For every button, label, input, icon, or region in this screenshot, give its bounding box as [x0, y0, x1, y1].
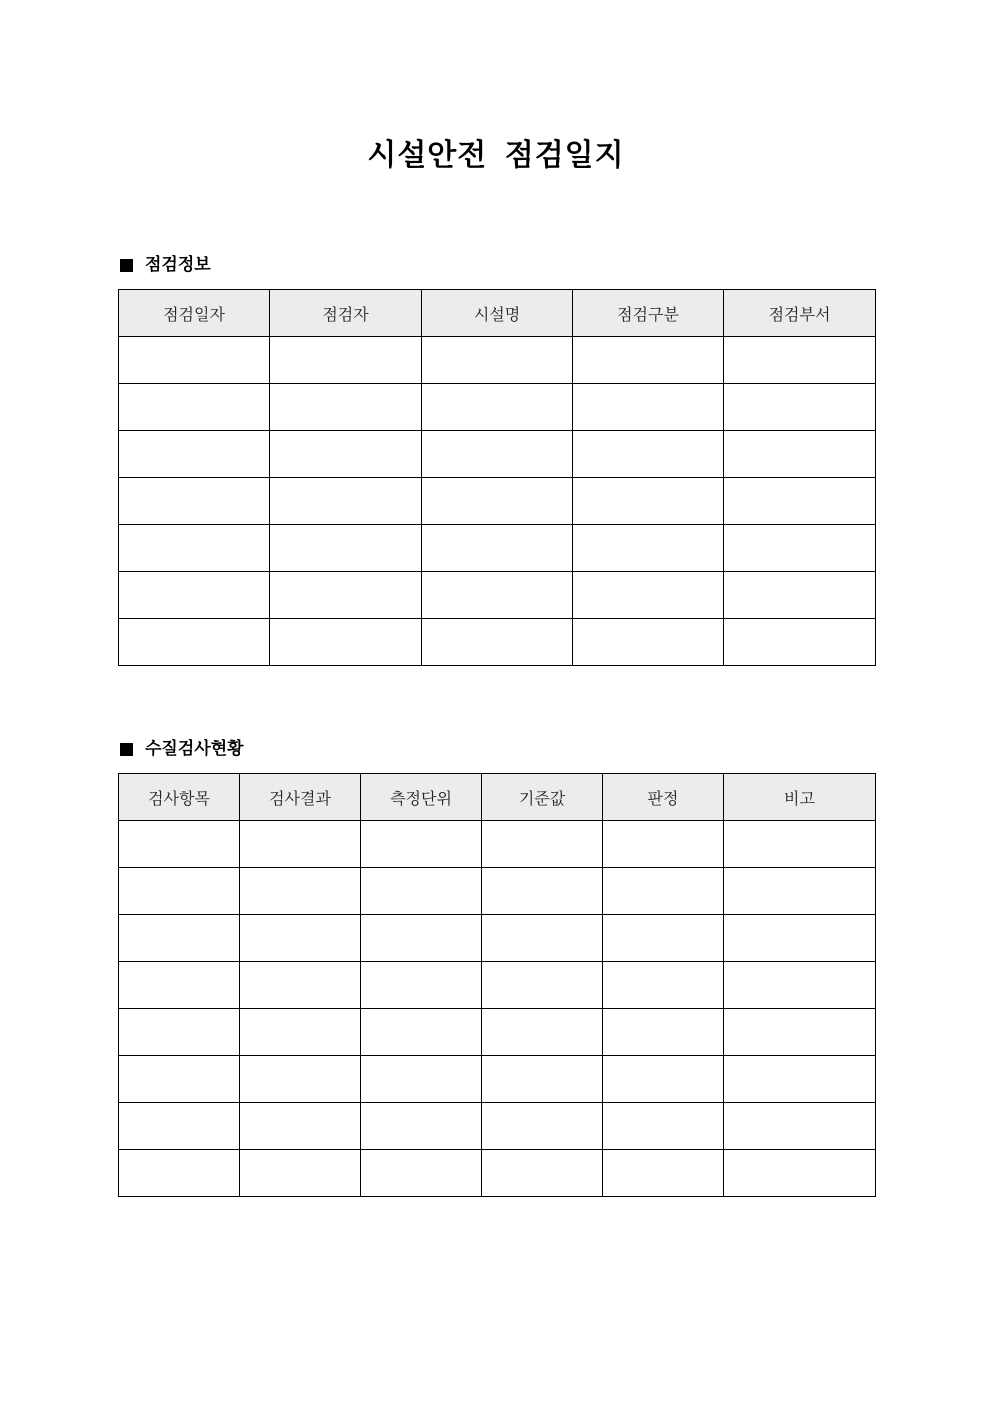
table-cell[interactable]	[724, 1103, 876, 1150]
table-header-row	[119, 290, 876, 337]
table-cell[interactable]	[240, 821, 361, 868]
table-cell[interactable]	[240, 1150, 361, 1197]
table-cell[interactable]	[119, 1150, 240, 1197]
table-cell[interactable]	[724, 619, 876, 666]
table-cell[interactable]	[270, 572, 422, 619]
table-row	[119, 1056, 876, 1103]
table-cell[interactable]	[361, 1150, 482, 1197]
table-cell[interactable]	[270, 431, 422, 478]
table-cell[interactable]	[482, 1103, 603, 1150]
table-cell[interactable]	[119, 868, 240, 915]
table-cell[interactable]	[724, 1150, 876, 1197]
table-cell[interactable]	[422, 572, 573, 619]
table-cell[interactable]	[119, 337, 270, 384]
table-cell[interactable]	[603, 1056, 724, 1103]
table-cell[interactable]	[603, 1150, 724, 1197]
table-cell[interactable]	[724, 1056, 876, 1103]
table-row	[119, 821, 876, 868]
table-cell[interactable]	[119, 619, 270, 666]
table-cell[interactable]	[573, 478, 724, 525]
table-cell[interactable]	[240, 1056, 361, 1103]
table-cell[interactable]	[240, 915, 361, 962]
square-bullet-icon	[120, 259, 133, 272]
table-row	[119, 478, 876, 525]
table-cell[interactable]	[603, 821, 724, 868]
table-cell[interactable]	[119, 525, 270, 572]
table-cell[interactable]	[422, 478, 573, 525]
table-row	[119, 1009, 876, 1056]
table-cell[interactable]	[724, 525, 876, 572]
column-header: 검사결과	[240, 774, 361, 821]
table-cell[interactable]	[724, 1009, 876, 1056]
table-cell[interactable]	[482, 868, 603, 915]
column-header: 점검일자	[119, 290, 270, 337]
table-cell[interactable]	[724, 478, 876, 525]
water-quality-table	[118, 773, 876, 1197]
table-cell[interactable]	[573, 572, 724, 619]
table-cell[interactable]	[573, 525, 724, 572]
column-header: 기준값	[482, 774, 603, 821]
column-header: 점검자	[270, 290, 422, 337]
table-cell[interactable]	[603, 915, 724, 962]
table-cell[interactable]	[482, 821, 603, 868]
table-cell[interactable]	[603, 1103, 724, 1150]
table-cell[interactable]	[270, 384, 422, 431]
column-header: 시설명	[422, 290, 573, 337]
table-cell[interactable]	[361, 1056, 482, 1103]
table-cell[interactable]	[240, 1103, 361, 1150]
column-header: 측정단위	[361, 774, 482, 821]
table-cell[interactable]	[724, 821, 876, 868]
table-cell[interactable]	[603, 868, 724, 915]
table-cell[interactable]	[573, 384, 724, 431]
table-cell[interactable]	[119, 821, 240, 868]
column-header: 비고	[724, 774, 876, 821]
column-header: 점검부서	[724, 290, 876, 337]
table-cell[interactable]	[482, 915, 603, 962]
table-row	[119, 915, 876, 962]
table-cell[interactable]	[119, 1103, 240, 1150]
table-cell[interactable]	[724, 384, 876, 431]
inspection-info-table	[118, 289, 876, 666]
table-cell[interactable]	[603, 1009, 724, 1056]
column-header: 점검구분	[573, 290, 724, 337]
table-cell[interactable]	[361, 915, 482, 962]
table-cell[interactable]	[573, 619, 724, 666]
table-cell[interactable]	[422, 431, 573, 478]
column-header: 판정	[603, 774, 724, 821]
table-row	[119, 868, 876, 915]
table-cell[interactable]	[270, 525, 422, 572]
table-cell[interactable]	[482, 1009, 603, 1056]
square-bullet-icon	[120, 743, 133, 756]
table-cell[interactable]	[361, 821, 482, 868]
table-cell[interactable]	[482, 1150, 603, 1197]
table-row	[119, 619, 876, 666]
table-cell[interactable]	[422, 337, 573, 384]
table-cell[interactable]	[119, 478, 270, 525]
table-cell[interactable]	[724, 868, 876, 915]
table-cell[interactable]	[361, 1103, 482, 1150]
table-cell[interactable]	[573, 337, 724, 384]
table-row	[119, 337, 876, 384]
section-heading-water-quality	[120, 737, 244, 761]
table-row	[119, 525, 876, 572]
table-cell[interactable]	[240, 962, 361, 1009]
section-heading-inspection-info	[120, 253, 211, 277]
table-row	[119, 1150, 876, 1197]
table-cell[interactable]	[240, 868, 361, 915]
table-cell[interactable]	[119, 384, 270, 431]
table-cell[interactable]	[724, 915, 876, 962]
table-cell[interactable]	[119, 431, 270, 478]
table-cell[interactable]	[573, 431, 724, 478]
table-cell[interactable]	[422, 619, 573, 666]
section-heading-label: 점검정보	[145, 255, 211, 275]
table-cell[interactable]	[422, 384, 573, 431]
table-cell[interactable]	[482, 1056, 603, 1103]
column-header: 검사항목	[119, 774, 240, 821]
table-row	[119, 431, 876, 478]
table-cell[interactable]	[603, 962, 724, 1009]
table-cell[interactable]	[119, 1009, 240, 1056]
table-cell[interactable]	[724, 337, 876, 384]
table-cell[interactable]	[422, 525, 573, 572]
table-row	[119, 962, 876, 1009]
table-header-row	[119, 774, 876, 821]
table-cell[interactable]	[119, 1056, 240, 1103]
table-cell[interactable]	[724, 572, 876, 619]
table-row	[119, 572, 876, 619]
table-cell[interactable]	[361, 868, 482, 915]
table-cell[interactable]	[270, 478, 422, 525]
table-cell[interactable]	[724, 962, 876, 1009]
table-cell[interactable]	[482, 962, 603, 1009]
table-cell[interactable]	[119, 572, 270, 619]
page-title: 시설안전 점검일지	[367, 138, 625, 173]
table-cell[interactable]	[724, 431, 876, 478]
table-cell[interactable]	[119, 962, 240, 1009]
table-cell[interactable]	[240, 1009, 361, 1056]
table-cell[interactable]	[119, 915, 240, 962]
table-row	[119, 1103, 876, 1150]
section-heading-label: 수질검사현황	[145, 739, 244, 759]
table-cell[interactable]	[270, 619, 422, 666]
table-cell[interactable]	[361, 962, 482, 1009]
table-cell[interactable]	[361, 1009, 482, 1056]
table-row	[119, 384, 876, 431]
table-cell[interactable]	[270, 337, 422, 384]
